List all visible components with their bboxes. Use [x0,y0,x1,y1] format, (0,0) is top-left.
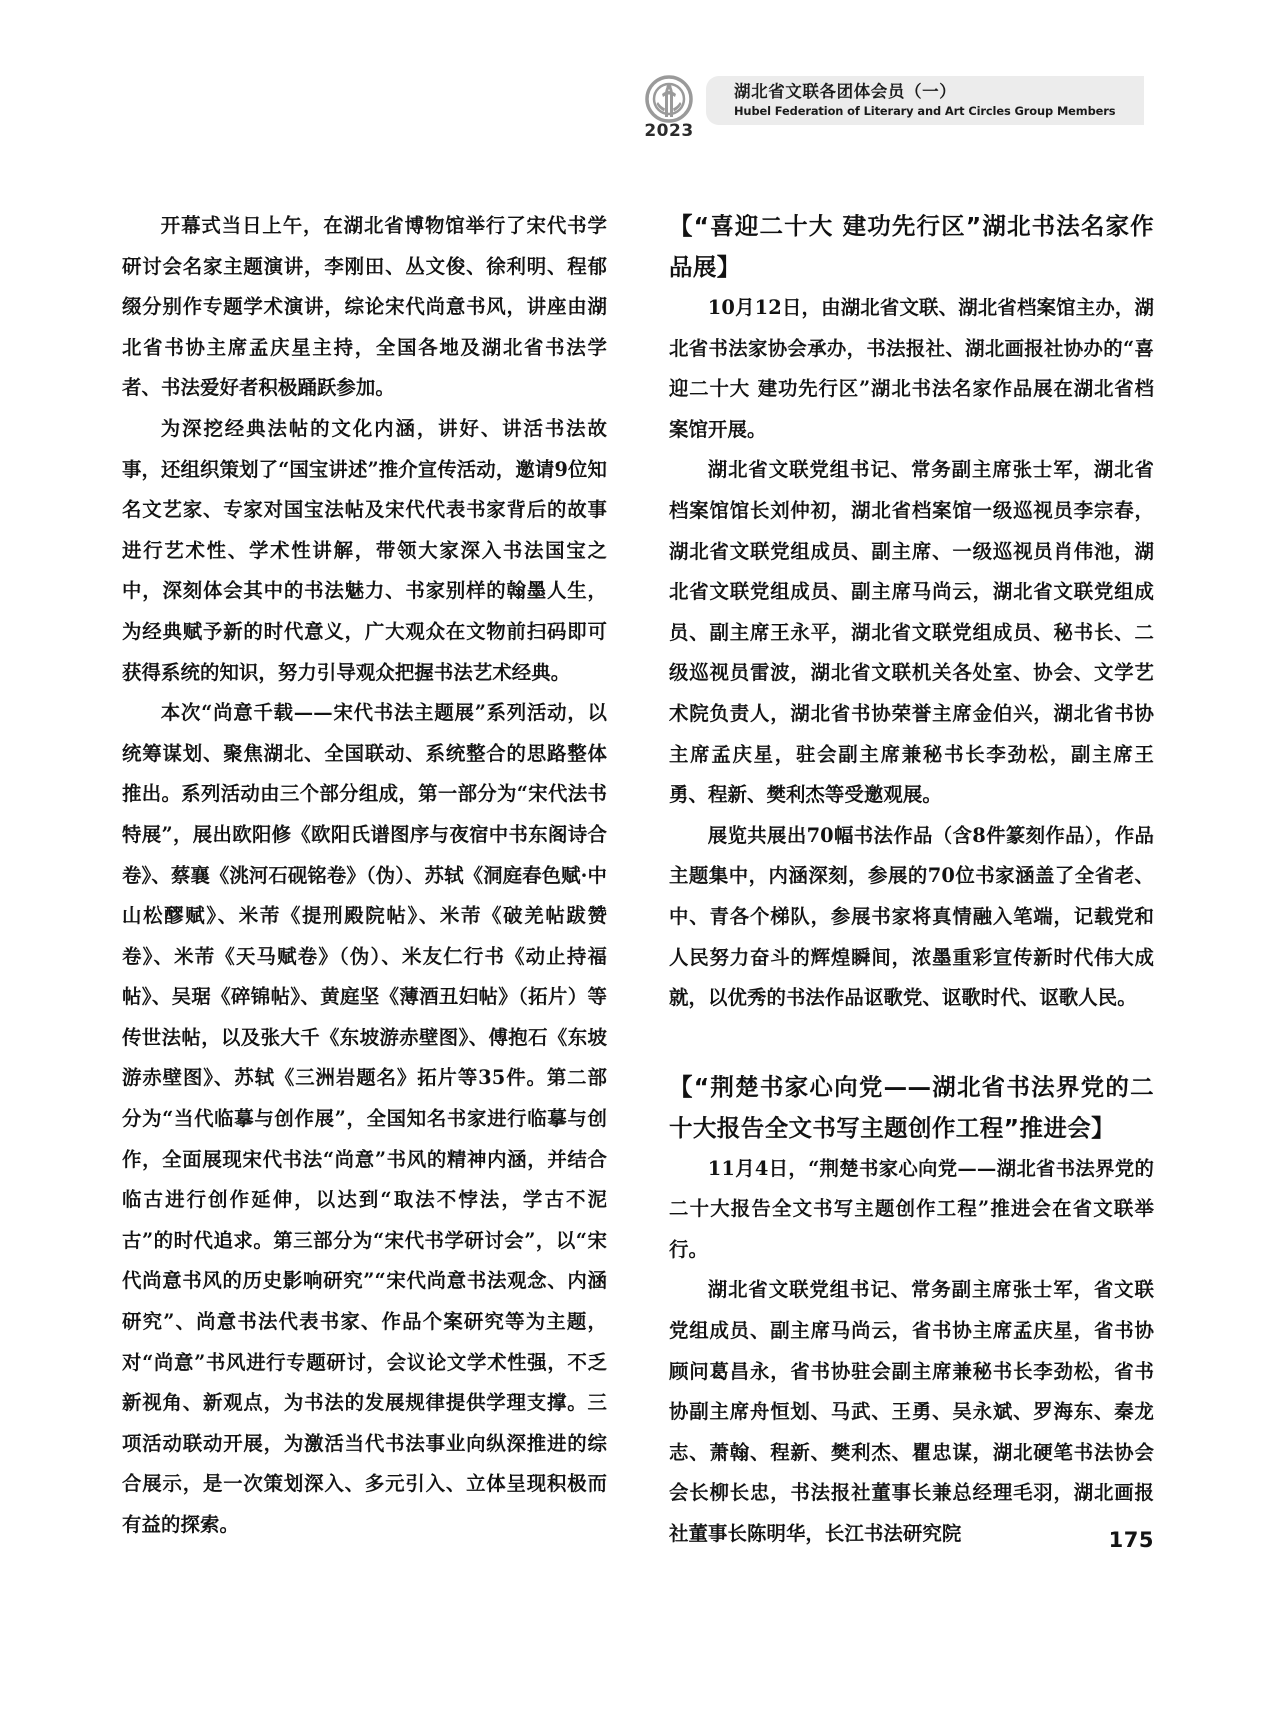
page-number: 175 [1108,1528,1154,1552]
header-year: 2023 [644,121,694,141]
paragraph: 本次“尚意千载——宋代书法主题展”系列活动，以统筹谋划、聚焦湖北、全国联动、系统整合的思路整体推出。系列活动由三个部分组成，第一部分为“宋代法书特展”，展出欧阳修《欧阳氏谱图序与夜宿中书东阁诗合卷》、蔡襄《洮河石砚铭卷》（伪）、苏轼《洞庭春色赋·中山松醪赋》、米芾《提刑殿院帖》、米芾《破羌帖跋赞卷》、米芾《天马赋卷》（伪）、米友仁行书《动止持福帖》、吴琚《碎锦帖》、黄庭坚《薄酒丑妇帖》（拓片）等传世法帖，以及张大千《东坡游赤壁图》、傅抱石《东坡游赤壁图》、苏轼《三洲岩题名》拓片等35件。第二部分为“当代临摹与创作展”，全国知名书家进行临摹与创作，全面展现宋代书法“尚意”书风的精神内涵，并结合临古进行创作延伸，以达到“取法不悖法，学古不泥古”的时代追求。第三部分为“宋代书学研讨会”，以“宋代尚意书风的历史影响研究”“宋代尚意书法观念、内涵研究”、尚意书法代表书家、作品个案研究等为主题，对“尚意”书风进行专题研讨，会议论文学术性强，不乏新视角、新观点，为书法的发展规律提供学理支撑。三项活动联动开展，为激活当代书法事业向纵深推进的综合展示，是一次策划深入、多元引入、立体呈现积极而有益的探索。 [122,701,607,1536]
header-title-band [706,76,1144,125]
hubei-federation-emblem-icon [644,74,694,124]
paragraph: 湖北省文联党组书记、常务副主席张士军，湖北省档案馆馆长刘仲初，湖北省档案馆一级巡视员李宗春，湖北省文联党组成员、副主席、一级巡视员肖伟池，湖北省文联党组成员、副主席马尚云，湖北省文联党组成员、副主席王永平，湖北省文联党组成员、秘书长、二级巡视员雷波，湖北省文联机关各处室、协会、文学艺术院负责人，湖北省书协荣誉主席金伯兴，湖北省书协主席孟庆星，驻会副主席兼秘书长李劲松，副主席王勇、程新、樊利杰等受邀观展。 [669,458,1154,807]
header-title-english: Hubel Federation of Literary and Art Circles Group Members [734,103,1116,118]
paragraph: 湖北省文联党组书记、常务副主席张士军，省文联党组成员、副主席马尚云，省书协主席孟庆星，省书协顾问葛昌永，省书协驻会副主席兼秘书长李劲松，省书协副主席舟恒划、马武、王勇、吴永斌、罗海东、秦龙志、萧翰、程新、樊利杰、瞿忠谋，湖北硬笔书法协会会长柳长忠，书法报社董事长兼总经理毛羽，湖北画报社董事长陈明华，长江书法研究院 [669,1278,1154,1546]
paragraph: 10月12日，由湖北省文联、湖北省档案馆主办，湖北省书法家协会承办，书法报社、湖北画报社协办的“喜迎二十大 建功先行区”湖北书法名家作品展在湖北省档案馆开展。 [669,296,1154,441]
right-column [669,206,1154,1555]
paragraph: 为深挖经典法帖的文化内涵，讲好、讲活书法故事，还组织策划了“国宝讲述”推介宣传活动，邀请9位知名文艺家、专家对国宝法帖及宋代代表书家背后的故事进行艺术性、学术性讲解，带领大家深入书法国宝之中，深刻体会其中的书法魅力、书家别样的翰墨人生，为经典赋予新的时代意义，广大观众在文物前扫码即可获得系统的知识，努力引导观众把握书法艺术经典。 [122,416,607,684]
paragraph: 11月4日，“荆楚书家心向党——湖北省书法界党的二十大报告全文书写主题创作工程”推进会在省文联举行。 [669,1156,1154,1261]
left-column [122,206,607,1555]
page-running-header [632,72,1144,141]
section-heading-exhibition: 【“喜迎二十大 建功先行区”湖北书法名家作品展】 [669,212,1154,281]
paragraph: 开幕式当日上午，在湖北省博物馆举行了宋代书学研讨会名家主题演讲，李刚田、丛文俊、徐利明、程郁缀分别作专题学术演讲，综论宋代尚意书风，讲座由湖北省书协主席孟庆星主持，全国各地及湖北省书法学者、书法爱好者积极踊跃参加。 [122,214,607,400]
article-body [122,206,1154,1555]
section-heading-promotion-meeting: 【“荆楚书家心向党——湖北省书法界党的二十大报告全文书写主题创作工程”推进会】 [669,1072,1154,1142]
header-logo-block [632,72,706,141]
header-title-chinese: 湖北省文联各团体会员（一） [734,82,957,101]
paragraph: 展览共展出70幅书法作品（含8件篆刻作品），作品主题集中，内涵深刻，参展的70位书家涵盖了全省老、中、青各个梯队，参展书家将真情融入笔端，记载党和人民努力奋斗的辉煌瞬间，浓墨重彩宣传新时代伟大成就，以优秀的书法作品讴歌党、讴歌时代、讴歌人民。 [669,823,1154,1010]
